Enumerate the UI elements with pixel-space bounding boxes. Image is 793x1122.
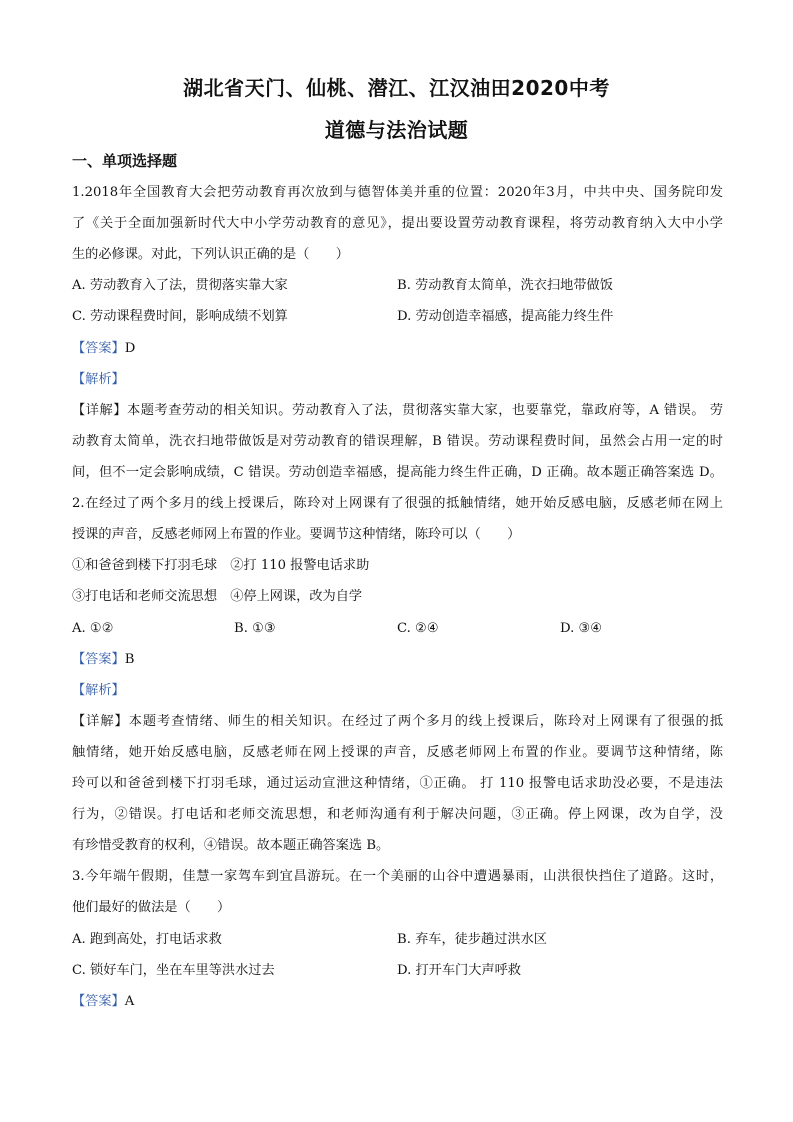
answer-tag: 【答案】: [72, 994, 125, 1009]
answer-value: B: [124, 652, 135, 667]
q3-option-d: D. 打开车门大声呼救: [397, 963, 521, 978]
q2-answer: [72, 651, 723, 669]
q3-option-a: A. 跑到高处，打电话求救: [72, 932, 222, 947]
q1-answer: [72, 340, 723, 358]
detail-text: 本题考查情绪、师生的相关知识。在经过了两个多月的线上授课后，陈玲对上网课有了很强的抵: [128, 714, 724, 729]
q2-detail-line: 行为，②错误。打电话和老师交流思想，和老师沟通有利于解决问题，③正确。停上网课，改为自学，没: [72, 807, 723, 822]
q1-detail-line: [72, 402, 723, 420]
answer-value: D: [124, 341, 136, 356]
q1-stem-line: 了《关于全面加强新时代大中小学劳动教育的意见》，提出要设置劳动教育课程，将劳动教育纳入大中小学: [72, 216, 723, 231]
q3-stem-line: 他们最好的做法是（ ）: [72, 900, 231, 915]
answer-tag: 【答案】: [72, 652, 125, 667]
section-heading: 一、单项选择题: [72, 152, 178, 170]
q1-option-a: A. 劳动教育入了法，贯彻落实靠大家: [72, 278, 288, 293]
answer-tag: 【答案】: [72, 341, 125, 356]
q3-option-c: C. 锁好车门，坐在车里等洪水过去: [72, 963, 275, 978]
q2-item-line: ③打电话和老师交流思想 ④停上网课，改为自学: [72, 589, 363, 604]
q1-option-c: C. 劳动课程费时间，影响成绩不划算: [72, 309, 288, 324]
q3-answer: [72, 993, 723, 1011]
q1-stem-line: 1.2018年全国教育大会把劳动教育再次放到与德智体美并重的位置：2020年3月，中共中央、国务院印发: [72, 185, 723, 200]
q2-detail-line: 玲可以和爸爸到楼下打羽毛球，通过运动宣泄这种情绪，①正确。 打 110 报警电话求助没必要，不是违法: [72, 776, 723, 791]
answer-value: A: [124, 994, 135, 1009]
detail-tag: 【详解】: [72, 403, 128, 418]
q2-detail-line: 有珍惜受教育的权利，④错误。故本题正确答案选 B。: [72, 838, 390, 853]
q1-option-d: D. 劳动创造幸福感，提高能力终生件: [397, 309, 614, 324]
document-subtitle: 道德与法治试题: [324, 118, 469, 142]
q2-detail-line: 触情绪，她开始反感电脑，反感老师在网上授课的声音，反感老师网上布置的作业。要调节这种情绪，陈: [72, 745, 723, 760]
q1-detail-line: 动教育太简单，洗衣扫地带做饭是对劳动教育的错误理解，B 错误。劳动课程费时间，虽然会占用一定的时: [72, 434, 723, 449]
detail-tag: 【详解】: [72, 714, 129, 729]
q2-detail-line: [72, 713, 723, 731]
q2-option-b: B. ①③: [234, 621, 276, 636]
q2-option-c: C. ②④: [397, 621, 439, 636]
q2-option-d: D. ③④: [560, 621, 603, 636]
q1-detail-line: 间，但不一定会影响成绩，C 错误。劳动创造幸福感，提高能力终生件正确，D 正确。故本题正确答案选 D。: [72, 465, 723, 480]
q2-analysis: [72, 682, 723, 700]
document-title: 湖北省天门、仙桃、潜江、江汉油田2020中考: [183, 76, 610, 100]
q2-option-a: A. ①②: [72, 621, 114, 636]
q1-option-b: B. 劳动教育太简单，洗衣扫地带做饭: [397, 278, 613, 293]
q2-stem-line: 2.在经过了两个多月的线上授课后，陈玲对上网课有了很强的抵触情绪，她开始反感电脑，反感老师在网上: [72, 496, 723, 511]
analysis-tag: 【解析】: [72, 372, 125, 387]
q2-item-line: ①和爸爸到楼下打羽毛球 ②打 110 报警电话求助: [72, 558, 370, 573]
q3-stem-line: 3.今年端午假期，佳慧一家驾车到宜昌游玩。在一个美丽的山谷中遭遇暴雨，山洪很快挡住了道路。这时，: [72, 869, 723, 884]
q1-analysis: [72, 371, 723, 389]
q2-stem-line: 授课的声音，反感老师网上布置的作业。要调节这种情绪，陈玲可以（ ）: [72, 527, 521, 542]
q1-stem-line: 生的必修课。对此，下列认识正确的是（ ）: [72, 247, 349, 262]
analysis-tag: 【解析】: [72, 683, 125, 698]
detail-text: 本题考查劳动的相关知识。劳动教育入了法，贯彻落实靠大家，也要靠党，靠政府等，A 错误。 劳: [127, 403, 724, 418]
q3-option-b: B. 弃车，徒步趟过洪水区: [397, 932, 547, 947]
